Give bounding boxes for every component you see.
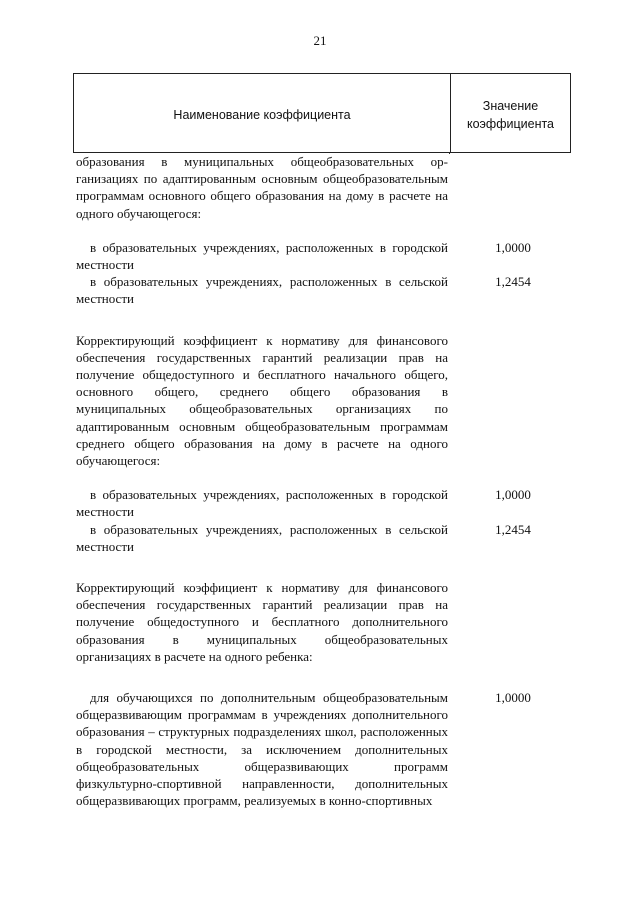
table-row xyxy=(76,239,568,273)
row-value: 1,2454 xyxy=(495,274,531,290)
table-row xyxy=(76,332,568,470)
table-row xyxy=(76,689,568,809)
column-header-value-line1: Значение xyxy=(482,99,539,113)
row-text: Корректирующий коэффициент к нормативу для финансового обеспечения государственных гарантий реализации прав на получение общедоступного и бесплатного дополнительного образования в муниципальных общеобразовательных организациях в расчете на одного ребенка: xyxy=(76,580,448,664)
row-value: 1,0000 xyxy=(495,239,531,255)
page-number: 21 xyxy=(313,33,327,48)
row-value: 1,2454 xyxy=(495,521,531,537)
row-value: 1,0000 xyxy=(495,487,531,503)
table-row xyxy=(76,486,568,520)
table-row xyxy=(76,579,568,665)
row-text: для обучающихся по дополнительным общеобразовательным общеразвивающим программам в учреждениях дополнительного образования – структурных подразделениях школ, расположенных в городской местности, за исключением дополнительных общеобразовательных общеразвивающих программ физкультурно-спортивной направленности, дополнительных общеразвивающих программ, реализуемых в конно-спортивных xyxy=(76,690,448,809)
table-row xyxy=(76,153,568,222)
row-value xyxy=(458,579,568,665)
column-header-value xyxy=(451,74,570,152)
table-row xyxy=(76,273,568,307)
row-text: в образовательных учреждениях, расположенных в сельской местности xyxy=(76,274,448,307)
column-header-value-line2: коэффициента xyxy=(466,117,555,131)
row-text: в образовательных учреждениях, расположенных в городской местности xyxy=(76,239,448,273)
row-text: Корректирующий коэффициент к нормативу для финансового обеспечения государственных гарантий реализации прав на получение общедоступного и бесплатного начального общего, основного общего, среднего общего образования в муниципальных общеобразовательных организациях по адаптированным основным общеобразовательным программам среднего общего образования на дому в расчете на одного обучающегося: xyxy=(76,332,448,469)
row-text: образования в муниципальных общеобразовательных организациях по адаптированным основным общеобразовательным программам основного общего образования на дому в расчете на одного обучающегося: xyxy=(76,154,448,221)
row-value xyxy=(458,332,568,470)
column-header-name: Наименование коэффициента xyxy=(74,74,451,152)
table-body xyxy=(76,153,568,810)
row-value: 1,0000 xyxy=(495,690,531,706)
row-value xyxy=(458,153,568,222)
row-text: в образовательных учреждениях, расположенных в городской местности xyxy=(76,487,448,520)
table-header xyxy=(73,73,571,153)
row-text: в образовательных учреждениях, расположенных в сельской местности xyxy=(76,521,448,554)
table-row xyxy=(76,521,568,555)
